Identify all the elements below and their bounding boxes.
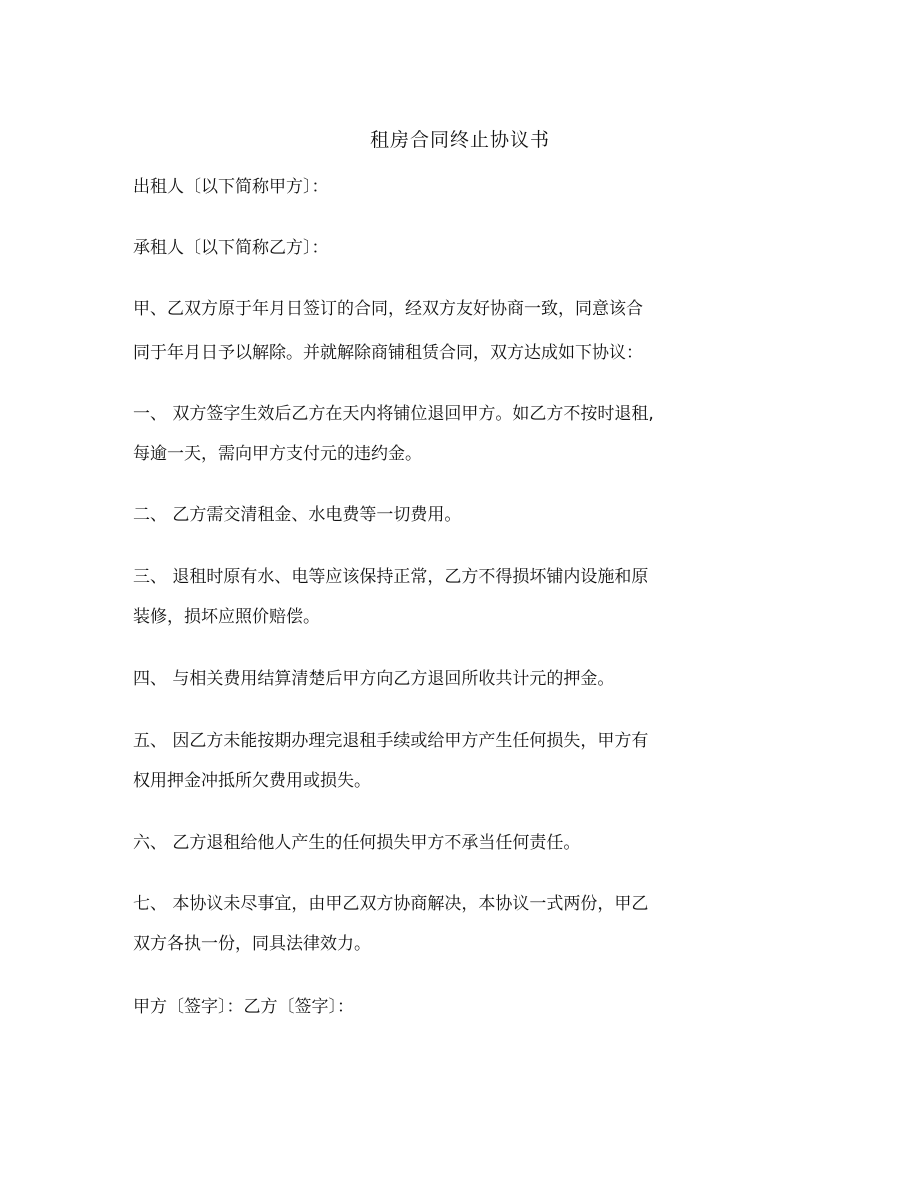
clause-1-line-2: 每逾一天，需向甲方支付元的违约金。 xyxy=(133,444,422,464)
signature-line: 甲方〔签字〕：乙方〔签字〕： xyxy=(133,997,354,1017)
clause-5-line-1: 五、 因乙方未能按期办理完退租手续或给甲方产生任何损失，甲方有 xyxy=(133,731,649,751)
clause-7-line-2: 双方各执一份，同具法律效力。 xyxy=(133,934,371,954)
clause-2-line-1: 二、 乙方需交清租金、水电费等一切费用。 xyxy=(133,505,462,525)
intro-line-2: 同于年月日予以解除。并就解除商铺租赁合同，双方达成如下协议： xyxy=(133,343,643,363)
clause-4-line-1: 四、 与相关费用结算清楚后甲方向乙方退回所收共计元的押金。 xyxy=(133,669,615,689)
clause-7-line-1: 七、 本协议未尽事宜，由甲乙双方协商解决，本协议一式两份，甲乙 xyxy=(133,894,649,914)
lessee-line: 承租人〔以下简称乙方〕： xyxy=(133,238,329,258)
clause-6-line-1: 六、 乙方退租给他人产生的任何损失甲方不承当任何责任。 xyxy=(133,833,581,853)
clause-1-line-1: 一、 双方签字生效后乙方在天内将铺位退回甲方。如乙方不按时退租, xyxy=(133,404,654,424)
intro-line-1: 甲、乙双方原于年月日签订的合同，经双方友好协商一致，同意该合 xyxy=(133,299,643,319)
clause-3-line-1: 三、 退租时原有水、电等应该保持正常，乙方不得损坏铺内设施和原 xyxy=(133,567,649,587)
document-title: 租房合同终止协议书 xyxy=(369,129,550,151)
clause-5-line-2: 权用押金冲抵所欠费用或损失。 xyxy=(133,771,371,791)
clause-3-line-2: 装修，损坏应照价赔偿。 xyxy=(133,607,320,627)
lessor-line: 出租人〔以下简称甲方〕： xyxy=(133,177,329,197)
